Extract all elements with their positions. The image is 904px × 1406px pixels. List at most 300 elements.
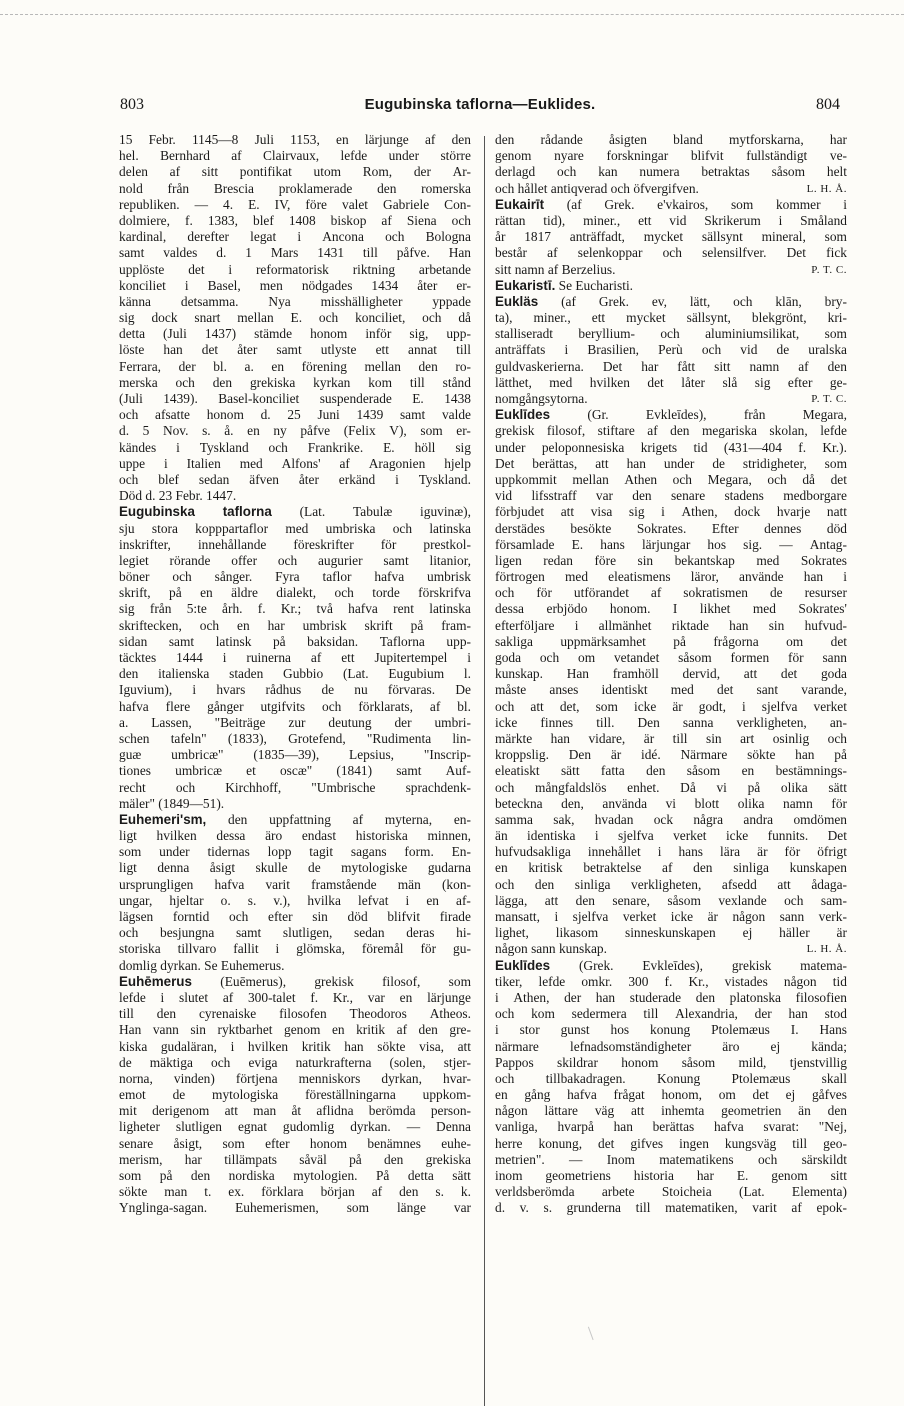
word: 1438 bbox=[444, 391, 471, 406]
word: ligen bbox=[495, 552, 522, 568]
word: hafva bbox=[374, 569, 405, 585]
word: kri- bbox=[827, 310, 847, 326]
word: Det bbox=[786, 245, 806, 261]
word: hans bbox=[678, 844, 704, 860]
word: sakliga bbox=[495, 633, 533, 649]
word: stora bbox=[151, 520, 178, 536]
word: 1408 bbox=[288, 212, 316, 228]
word: kungsväg bbox=[724, 1135, 777, 1151]
text-line bbox=[495, 763, 847, 779]
word: sitt bbox=[714, 358, 731, 374]
word: lätthet, bbox=[495, 374, 532, 390]
word: hvars bbox=[216, 682, 246, 698]
word: rådande bbox=[540, 132, 583, 147]
word: den bbox=[495, 132, 515, 147]
word: annat bbox=[408, 342, 438, 358]
word: det bbox=[830, 471, 847, 487]
word: frågorna bbox=[713, 633, 759, 649]
word: art bbox=[740, 730, 755, 746]
word: af bbox=[352, 811, 364, 827]
line-content bbox=[495, 391, 588, 407]
word: numera bbox=[639, 164, 680, 180]
text-line bbox=[119, 375, 471, 391]
word: samt bbox=[399, 407, 426, 423]
word: ve- bbox=[829, 148, 847, 164]
word: t. bbox=[204, 1184, 212, 1200]
word: — bbox=[779, 536, 793, 552]
text-line bbox=[495, 1055, 847, 1071]
word: till bbox=[635, 1200, 651, 1216]
word: med bbox=[756, 552, 780, 568]
word: forskningar bbox=[606, 148, 669, 164]
word: Grotefend, bbox=[288, 730, 346, 746]
text-line bbox=[119, 1136, 471, 1152]
word: 300 bbox=[628, 973, 649, 989]
word: är bbox=[643, 730, 655, 746]
text-line bbox=[495, 229, 847, 245]
word: oscæ" bbox=[279, 763, 313, 779]
word: s. bbox=[247, 892, 257, 908]
word: och bbox=[662, 245, 682, 261]
word: täcktes bbox=[119, 650, 157, 665]
word: kom bbox=[531, 1006, 555, 1022]
word: sällsynt, bbox=[686, 310, 731, 326]
word: förskrifva bbox=[418, 585, 471, 601]
word: snart bbox=[194, 310, 221, 326]
word: af bbox=[429, 698, 441, 714]
word: torde bbox=[372, 585, 400, 601]
word: af bbox=[424, 132, 436, 147]
word: Tyskland. bbox=[418, 471, 471, 487]
word: inhemta bbox=[661, 1103, 705, 1119]
word: skrift bbox=[364, 617, 393, 633]
word: gre- bbox=[449, 1022, 471, 1038]
text-line bbox=[495, 488, 847, 504]
word: af bbox=[662, 860, 673, 876]
word: gudarna bbox=[427, 860, 471, 876]
word: hafva bbox=[214, 876, 245, 892]
word: anträffats bbox=[495, 342, 546, 358]
text-line bbox=[119, 407, 471, 423]
word: senare bbox=[119, 1135, 154, 1151]
word: ej bbox=[785, 1087, 796, 1103]
word: den bbox=[534, 876, 555, 892]
text-line bbox=[119, 504, 471, 520]
word: resurser bbox=[804, 585, 847, 601]
word: för bbox=[831, 795, 847, 811]
word: offer bbox=[231, 552, 258, 568]
word: och bbox=[318, 310, 339, 326]
word: som bbox=[824, 229, 847, 245]
word: guldvaskerierna. bbox=[495, 358, 584, 374]
text-line bbox=[495, 1200, 847, 1216]
word: kända; bbox=[811, 1038, 847, 1054]
word: krigets bbox=[640, 439, 678, 455]
word: han bbox=[795, 747, 815, 763]
word: en bbox=[495, 1087, 508, 1103]
word: han bbox=[163, 342, 183, 358]
word: funnits. bbox=[767, 828, 809, 844]
word: E. bbox=[290, 310, 303, 326]
word: vanliga, bbox=[495, 1119, 538, 1135]
text-line bbox=[119, 731, 471, 747]
word: hjelp bbox=[444, 455, 471, 471]
word: lefde bbox=[119, 989, 146, 1005]
word: utgifvits bbox=[260, 698, 306, 714]
word: olika bbox=[780, 779, 808, 795]
word: Ferrara, bbox=[119, 358, 162, 374]
text-line bbox=[495, 245, 847, 261]
word: Brasilien, bbox=[587, 342, 640, 358]
word: (solen, bbox=[389, 1054, 426, 1070]
word: ge- bbox=[829, 374, 847, 390]
word: verk- bbox=[818, 909, 847, 924]
word: i bbox=[564, 342, 569, 358]
scan-top-edge bbox=[0, 14, 904, 15]
text-line bbox=[495, 342, 847, 358]
word: samt bbox=[235, 925, 262, 941]
word: kritik bbox=[356, 1022, 386, 1038]
word: verket bbox=[622, 909, 657, 924]
word: Ptolemæus bbox=[711, 1022, 770, 1038]
word: genom bbox=[771, 1168, 808, 1183]
word: början bbox=[320, 1184, 355, 1200]
word: derefter bbox=[187, 229, 230, 245]
word: någon bbox=[732, 909, 766, 924]
page-header bbox=[120, 96, 840, 120]
word: stalliseradt bbox=[495, 326, 554, 342]
word: på bbox=[349, 1151, 362, 1167]
word: visa bbox=[590, 504, 613, 520]
text-line bbox=[495, 164, 847, 180]
word: hvilken bbox=[589, 374, 630, 390]
word: tiker, bbox=[495, 973, 523, 989]
word: än bbox=[495, 828, 508, 844]
word: kunskap. bbox=[495, 666, 543, 682]
word: misshälligheter bbox=[320, 293, 403, 309]
word: den bbox=[418, 1022, 438, 1038]
word: åt bbox=[291, 1103, 302, 1119]
word: allmänhet bbox=[598, 617, 652, 633]
word: förklarats, bbox=[358, 698, 413, 714]
word: Gubbio bbox=[283, 666, 324, 682]
word: sju bbox=[119, 520, 135, 536]
word: den bbox=[418, 358, 438, 374]
word: Sokrates' bbox=[798, 601, 847, 617]
word: Kr.). bbox=[822, 439, 847, 455]
word: vi bbox=[665, 795, 677, 811]
word: kyrkan bbox=[313, 374, 351, 390]
word: under bbox=[663, 455, 695, 471]
word: i bbox=[160, 989, 165, 1005]
word: med bbox=[285, 520, 309, 536]
word: honom. bbox=[609, 601, 651, 617]
word: de bbox=[119, 1054, 132, 1070]
word: Italien bbox=[186, 455, 221, 471]
word: En- bbox=[451, 844, 471, 860]
word: och bbox=[268, 439, 288, 455]
word: der bbox=[413, 164, 431, 180]
word: och bbox=[784, 892, 804, 908]
word: likhet bbox=[699, 601, 731, 617]
word: lätt, bbox=[689, 293, 711, 309]
word: filosof, bbox=[382, 973, 421, 989]
word: Auf- bbox=[445, 763, 471, 779]
word: Brescia bbox=[213, 180, 254, 196]
word: berättas bbox=[652, 1119, 695, 1135]
text-line bbox=[119, 1184, 471, 1200]
word: och bbox=[277, 552, 298, 568]
word: lägsen bbox=[119, 909, 154, 924]
word: stadens bbox=[724, 488, 764, 504]
word: under bbox=[388, 148, 420, 164]
author-signature: L. H. Å. bbox=[806, 943, 847, 956]
word: uppkom- bbox=[422, 1087, 471, 1103]
word: en bbox=[426, 892, 439, 908]
word: mytologiska bbox=[212, 1087, 279, 1103]
word: ådaga- bbox=[811, 876, 847, 892]
word: och bbox=[827, 730, 847, 746]
word: 5 bbox=[142, 423, 150, 439]
text-line bbox=[495, 1184, 847, 1200]
word: men bbox=[259, 277, 283, 293]
word: recht bbox=[119, 779, 146, 795]
word: ej bbox=[742, 925, 753, 941]
word: var bbox=[595, 488, 613, 504]
word: merska bbox=[119, 374, 158, 390]
word: vexlande bbox=[718, 892, 767, 908]
word: Han bbox=[448, 245, 471, 261]
word: selenkoppar bbox=[577, 245, 643, 261]
word: bl. bbox=[457, 698, 471, 714]
text-line bbox=[119, 359, 471, 375]
word: Athen, bbox=[513, 989, 550, 1005]
word: mycket bbox=[626, 310, 666, 326]
author-signature: P. T. C. bbox=[811, 393, 847, 405]
word: af bbox=[650, 585, 662, 601]
word: då bbox=[458, 310, 471, 326]
word: inför bbox=[365, 326, 392, 342]
word: i bbox=[661, 504, 665, 520]
word: berömda bbox=[368, 1103, 416, 1119]
word: af bbox=[169, 164, 181, 180]
word: s. bbox=[202, 423, 211, 439]
word: tafeln" bbox=[170, 730, 207, 746]
word: en bbox=[200, 585, 213, 601]
text-line bbox=[495, 504, 847, 520]
word: Denna bbox=[436, 1119, 471, 1135]
word: Nov. bbox=[162, 423, 189, 439]
word: Tabulæ bbox=[353, 504, 393, 520]
word: varit bbox=[752, 1200, 777, 1216]
word: sätt bbox=[560, 763, 580, 779]
word: en bbox=[399, 989, 413, 1005]
word: Eugubium bbox=[388, 666, 445, 682]
word: (Lat. bbox=[299, 504, 326, 520]
word: de bbox=[712, 455, 725, 471]
word: reformatorisk bbox=[255, 261, 329, 277]
word: till bbox=[792, 1135, 808, 1151]
word: honom bbox=[206, 407, 244, 423]
word: har bbox=[184, 1151, 202, 1167]
word: påfve bbox=[300, 423, 331, 439]
text-line bbox=[119, 828, 471, 844]
word: myterna, bbox=[384, 811, 433, 827]
word: blott bbox=[694, 795, 720, 811]
word: om bbox=[786, 633, 804, 649]
word: (Grek. bbox=[578, 957, 614, 973]
word: På bbox=[375, 1168, 390, 1183]
word: kan bbox=[598, 164, 618, 180]
word: euhe- bbox=[441, 1135, 471, 1151]
word: och bbox=[175, 374, 195, 390]
text-line bbox=[119, 326, 471, 342]
word: ro- bbox=[455, 358, 471, 374]
word: sig, bbox=[409, 326, 429, 342]
word: augurier bbox=[317, 552, 363, 568]
word: från bbox=[149, 601, 172, 617]
word: mellan bbox=[572, 471, 609, 487]
word: sig bbox=[119, 310, 135, 326]
word: umbrisk bbox=[302, 617, 347, 633]
word: arbete bbox=[601, 1184, 635, 1200]
word: lärjungar bbox=[641, 536, 691, 552]
text-line bbox=[495, 618, 847, 634]
word: läror, bbox=[690, 569, 719, 585]
word: f. bbox=[798, 439, 807, 455]
word: Rom, bbox=[362, 164, 393, 180]
word: skildrar bbox=[557, 1054, 598, 1070]
text-line bbox=[495, 181, 847, 197]
word: (Lat. bbox=[342, 666, 369, 682]
word: minnen, bbox=[427, 828, 471, 844]
right-column bbox=[495, 132, 847, 1217]
word: vi bbox=[716, 779, 727, 795]
word: innehållet bbox=[587, 844, 641, 860]
word: och bbox=[385, 229, 405, 245]
word: Den bbox=[568, 747, 592, 763]
word: E. bbox=[571, 536, 584, 552]
word: stiftare bbox=[597, 423, 635, 439]
word: Evkleīdes), bbox=[642, 957, 703, 973]
word: namn bbox=[783, 795, 813, 811]
word: varit bbox=[265, 876, 290, 892]
text-line bbox=[119, 553, 471, 569]
word: män bbox=[397, 876, 421, 892]
word: och bbox=[119, 471, 139, 487]
word: de bbox=[769, 585, 783, 601]
word: kunskapen bbox=[789, 860, 847, 876]
word: lefde bbox=[820, 423, 847, 439]
word: kritik bbox=[301, 1038, 331, 1054]
text-line bbox=[119, 699, 471, 715]
word: hvilka bbox=[307, 892, 341, 908]
word: och bbox=[119, 407, 139, 423]
text-line bbox=[495, 294, 847, 310]
word: efterföljare bbox=[495, 617, 555, 633]
word: lefvat bbox=[357, 892, 389, 908]
word: slå bbox=[722, 374, 738, 390]
word: i bbox=[230, 1038, 235, 1054]
word: hafva bbox=[348, 601, 378, 617]
text-line bbox=[495, 213, 847, 229]
text-line bbox=[119, 650, 471, 666]
word: föreställningarna bbox=[305, 1087, 396, 1103]
word: staden bbox=[229, 666, 264, 682]
text-line bbox=[495, 893, 847, 909]
text-line bbox=[119, 877, 471, 893]
word: som bbox=[119, 844, 142, 860]
word: för bbox=[380, 536, 397, 552]
word: under bbox=[159, 844, 190, 860]
word: Bologna bbox=[425, 229, 471, 245]
text-line bbox=[495, 1103, 847, 1119]
text-line bbox=[495, 375, 847, 391]
word: förklara bbox=[261, 1184, 304, 1200]
text-line bbox=[119, 197, 471, 213]
word: kopppartaflor bbox=[195, 520, 269, 536]
word: — bbox=[406, 1119, 421, 1135]
word: Megara, bbox=[707, 471, 752, 487]
word: der bbox=[564, 989, 582, 1005]
word: i bbox=[228, 261, 233, 277]
text-line bbox=[495, 796, 847, 812]
word: varande, bbox=[801, 682, 847, 698]
word: s. bbox=[435, 1184, 444, 1200]
word: Ynglinga-sagan. bbox=[119, 1200, 208, 1216]
word: zur bbox=[288, 714, 306, 730]
word: sånger. bbox=[214, 569, 253, 585]
word: har bbox=[829, 132, 847, 147]
word: icke bbox=[633, 698, 657, 714]
word: denna bbox=[157, 860, 190, 876]
word: om bbox=[718, 1087, 736, 1103]
word: löste bbox=[119, 342, 145, 358]
word: (431—404 bbox=[723, 439, 782, 455]
word: kardinal, bbox=[119, 229, 167, 245]
word: från bbox=[743, 407, 766, 423]
word: och bbox=[701, 342, 722, 358]
text-line bbox=[119, 391, 471, 407]
word: sinneskunskapen bbox=[625, 925, 716, 941]
word: till bbox=[362, 245, 378, 261]
word: död bbox=[826, 520, 847, 536]
word: hvar- bbox=[443, 1070, 471, 1086]
word: och bbox=[422, 310, 442, 326]
word: omkr. bbox=[581, 973, 613, 989]
word: namn bbox=[749, 358, 780, 374]
word: vidare, bbox=[588, 730, 626, 746]
word: och bbox=[557, 164, 577, 180]
word: i bbox=[495, 1022, 499, 1038]
word: V), bbox=[389, 423, 407, 439]
word: matematiken, bbox=[665, 1200, 738, 1216]
word: besökte bbox=[570, 520, 612, 536]
word: historia bbox=[633, 1168, 674, 1183]
text-line bbox=[495, 974, 847, 990]
word: Lassen, bbox=[151, 714, 192, 730]
word: lättare bbox=[544, 1103, 578, 1119]
word: var bbox=[453, 1200, 471, 1216]
word: böner bbox=[119, 569, 150, 585]
word: enhet. bbox=[627, 779, 660, 795]
word: åsigten bbox=[609, 132, 647, 147]
word: benämnes bbox=[367, 1135, 421, 1151]
word: Basel-konciliet bbox=[218, 391, 300, 406]
text-line bbox=[119, 844, 471, 860]
word: hafva bbox=[713, 1119, 744, 1135]
word: rådhus bbox=[265, 682, 302, 698]
